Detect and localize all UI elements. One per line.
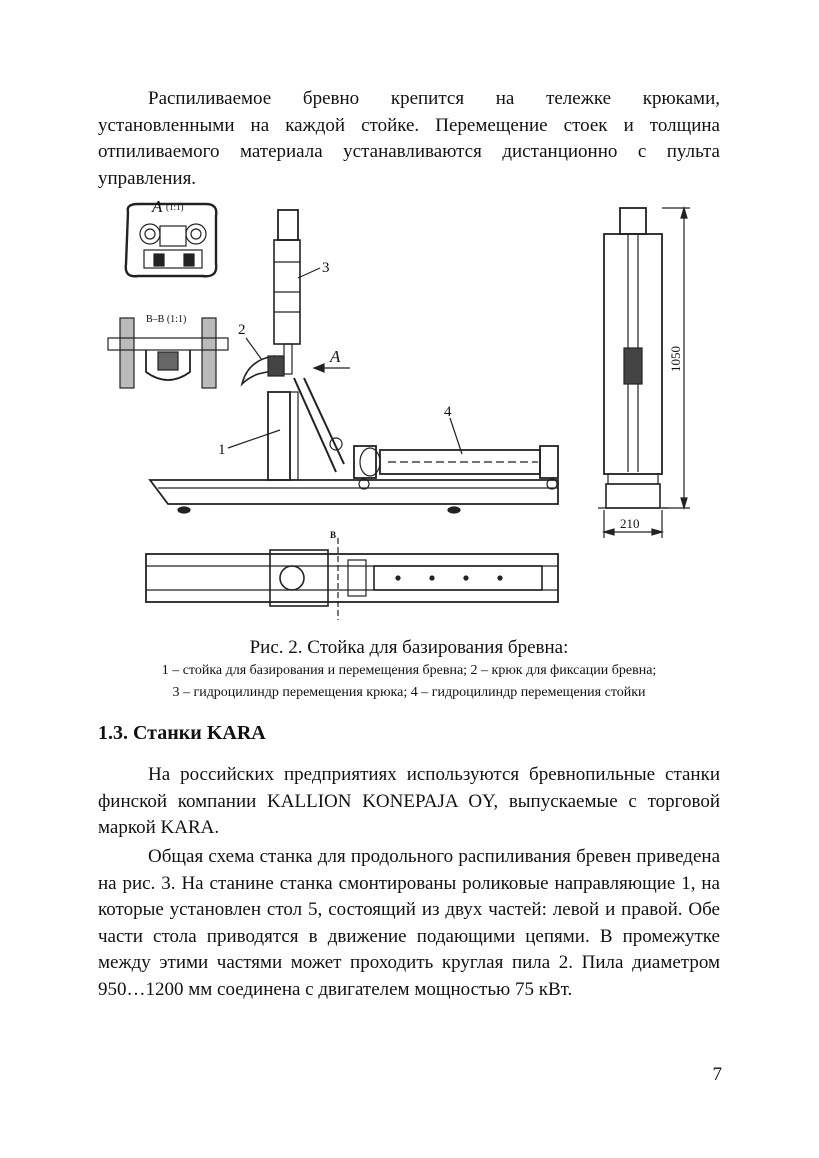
page-number: 7 [712, 1064, 722, 1085]
callout-4: 4 [444, 404, 452, 420]
kara-scheme-paragraph: Общая схема станка для продольного распиливания бревен приведена на рис. 3. На станине станка смонтированы роликовые направляющие 1, на которые установлен стол 5, состоящий из двух частей: левой и правой. Обе части стола приводятся в движение подающими цепями. В промежутке между этими частями может проходить круглая пила 2. Пила диаметром 950…1200 мм соединена с двигателем мощностью 75 кВт. [98, 846, 720, 1000]
callout-2: 2 [238, 322, 246, 338]
arrow-a-label: А [330, 347, 341, 366]
view-a-label: А [152, 197, 163, 216]
view-a-scale: (1:1) [166, 202, 184, 212]
section-bb-label: В–В (1:1) [146, 314, 187, 325]
front-view [598, 208, 690, 538]
intro-paragraph: Распиливаемое бревно крепится на тележке крюками, установленными на каждой стойке. Перемещение стоек и толщина отпиливаемого материала устанавливаются дистанционно с пульта управления. [98, 88, 720, 189]
section-marker: В [330, 530, 337, 540]
callout-3: 3 [322, 260, 330, 276]
callout-1: 1 [218, 442, 226, 458]
plan-view [146, 530, 558, 620]
section-bb-detail [108, 314, 228, 388]
figure-log-post-drawing [98, 192, 720, 628]
figure-caption-title: Рис. 2. Стойка для базирования бревна: [249, 637, 569, 658]
dim-width: 210 [620, 516, 640, 531]
dim-height: 1050 [668, 346, 683, 372]
figure-caption-line-1: 1 – стойка для базирования и перемещения бревна; 2 – крюк для фиксации бревна; [161, 663, 657, 678]
kara-intro-paragraph: На российских предприятиях используются бревнопильные станки финской компании KALLION KONEPAJA OY, выпускаемые с торговой маркой KARA. [98, 764, 720, 838]
view-a-detail [126, 197, 217, 276]
figure-caption-line-2: 3 – гидроцилиндр перемещения крюка; 4 – гидроцилиндр перемещения стойки [172, 685, 646, 700]
section-heading: 1.3. Станки KARA [98, 722, 266, 744]
